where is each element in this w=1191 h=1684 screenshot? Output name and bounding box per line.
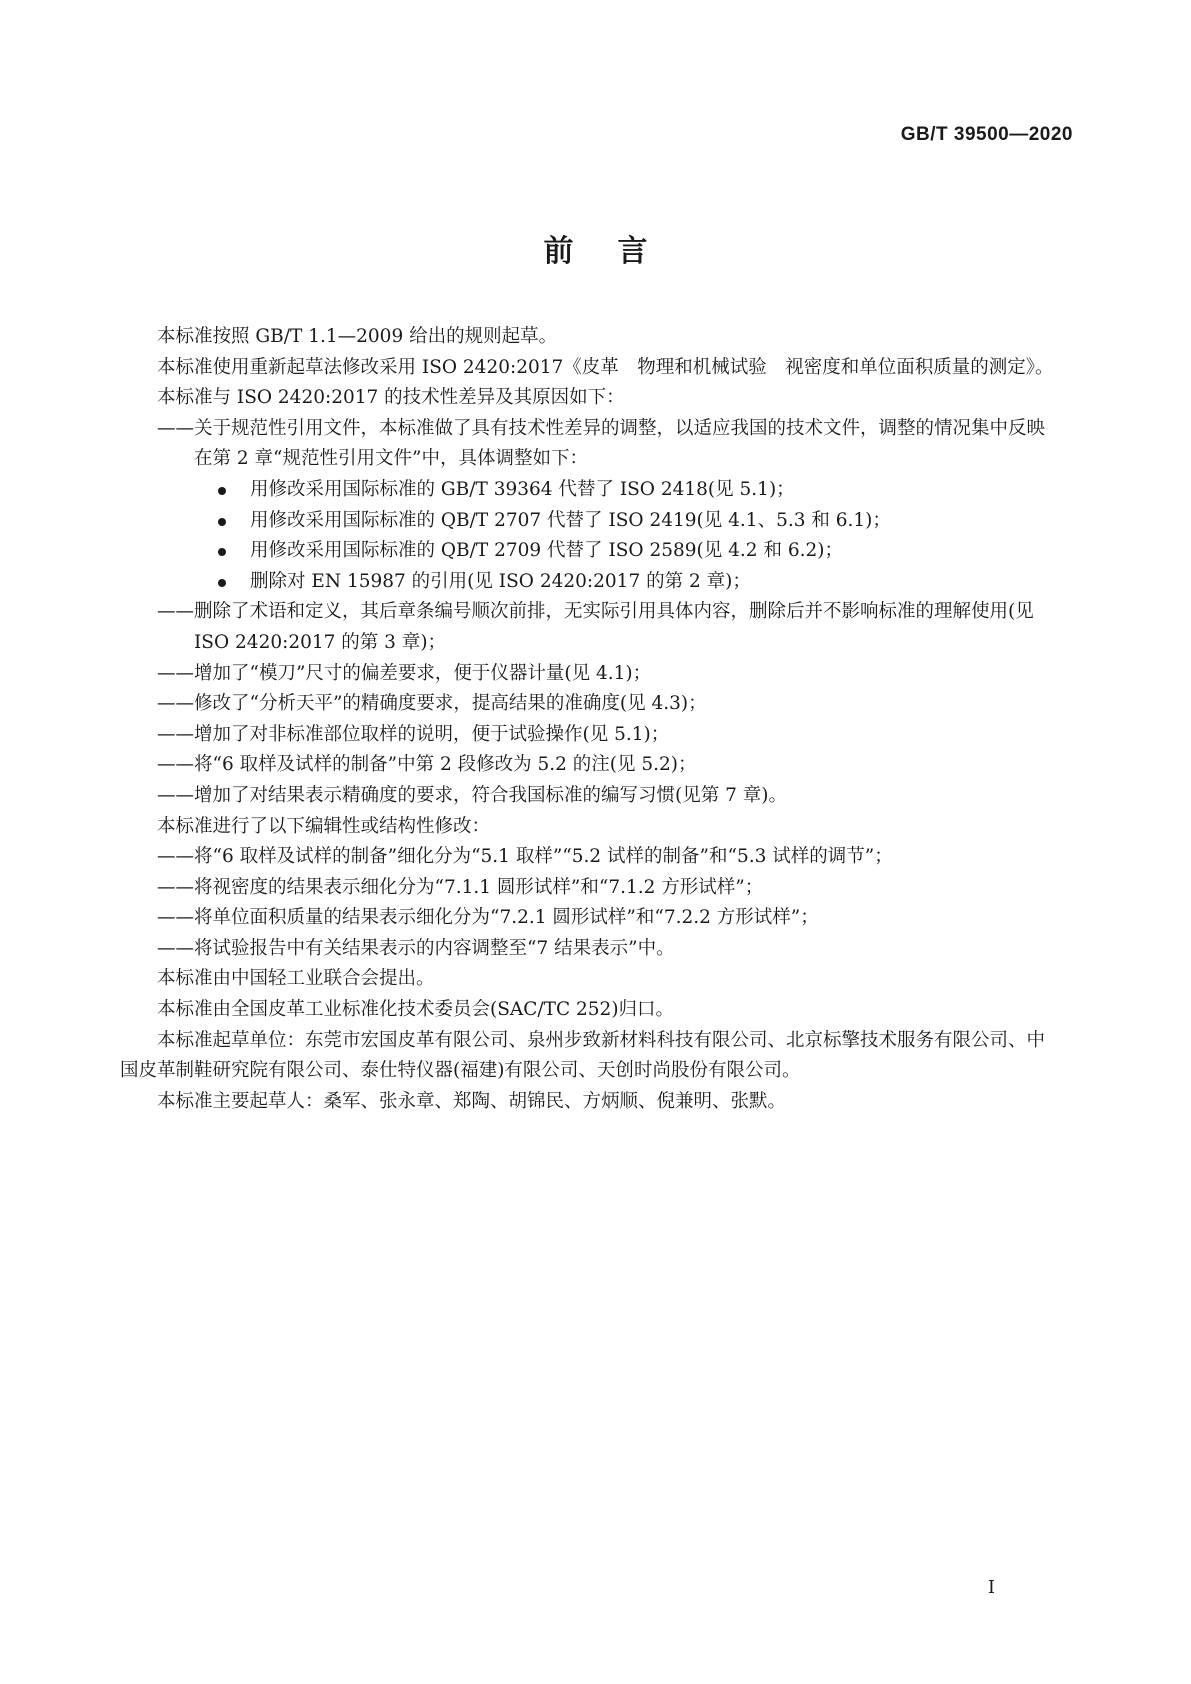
document-body [120,322,1060,1117]
paragraph-drafters: 本标准主要起草人：桑军、张永章、郑陶、胡锦民、方炳顺、倪兼明、张默。 [157,1090,787,1112]
page-title: 前言 [543,234,692,269]
paragraph-adoption: 本标准使用重新起草法修改采用 ISO 2420:2017《皮革 物理和机械试验 视密度和单位面积质量的测定》。 [157,356,1054,378]
standard-code: GB/T 39500—2020 [900,124,1073,145]
bullet-icon [218,487,226,495]
bullet-item: 用修改采用国际标准的 GB/T 39364 代替了 ISO 2418(见 5.1)； [120,475,1060,506]
dash-item: ——将单位面积质量的结果表示细化分为“7.2.1 圆形试样”和“7.2.2 方形试样”； [157,907,819,929]
paragraph-administrator: 本标准由全国皮革工业标准化技术委员会(SAC/TC 252)归口。 [157,999,675,1021]
dash-item: ——增加了对结果表示精确度的要求，符合我国标准的编写习惯(见第 7 章)。 [157,784,787,806]
dash-item: ——删除了术语和定义，其后章条编号顺次前排，无实际引用具体内容，删除后并不影响标准的理解使用(见 ISO 2420:2017 的第 3 章)； [157,601,1034,653]
paragraph-drafting-units: 本标准起草单位：东莞市宏国皮革有限公司、泉州步致新材料科技有限公司、北京标擎技术服务有限公司、中国皮革制鞋研究院有限公司、泰仕特仪器(福建)有限公司、天创时尚股份有限公司。 [120,1029,1046,1082]
paragraph-drafting-rules: 本标准按照 GB/T 1.1—2009 给出的规则起草。 [157,326,558,347]
dash-item: ——将试验报告中有关结果表示的内容调整至“7 结果表示”中。 [157,937,675,959]
paragraph-differences-intro: 本标准与 ISO 2420:2017 的技术性差异及其原因如下： [157,387,625,409]
bullet-icon [218,579,226,587]
dash-item: ——增加了对非标准部位取样的说明，便于试验操作(见 5.1)； [157,723,670,745]
bullet-icon [218,518,226,526]
dash-item: ——将视密度的结果表示细化分为“7.1.1 圆形试样”和“7.1.2 方形试样”； [157,876,764,898]
dash-item: ——将“6 取样及试样的制备”细化分为“5.1 取样”“5.2 试样的制备”和“5.3 试样的调节”； [157,846,893,868]
bullet-item: 用修改采用国际标准的 QB/T 2707 代替了 ISO 2419(见 4.1、5.3 和 6.1)； [120,506,1060,537]
dash-item: ——修改了“分析天平”的精确度要求，提高结果的准确度(见 4.3)； [157,693,707,715]
bullet-item: 删除对 EN 15987 的引用(见 ISO 2420:2017 的第 2 章)； [120,567,1060,598]
paragraph-proposer: 本标准由中国轻工业联合会提出。 [157,968,435,990]
page-number: I [987,1577,995,1598]
paragraph-editorial-intro: 本标准进行了以下编辑性或结构性修改： [157,815,491,837]
dash-item: ——将“6 取样及试样的制备”中第 2 段修改为 5.2 的注(见 5.2)； [157,754,697,776]
bullet-item: 用修改采用国际标准的 QB/T 2709 代替了 ISO 2589(见 4.2 和 6.2)； [120,536,1060,567]
dash-item: ——关于规范性引用文件，本标准做了具有技术性差异的调整，以适应我国的技术文件，调整的情况集中反映在第 2 章“规范性引用文件”中，具体调整如下： [157,417,1046,470]
dash-item: ——增加了“模刀”尺寸的偏差要求，便于仪器计量(见 4.1)； [157,662,652,684]
